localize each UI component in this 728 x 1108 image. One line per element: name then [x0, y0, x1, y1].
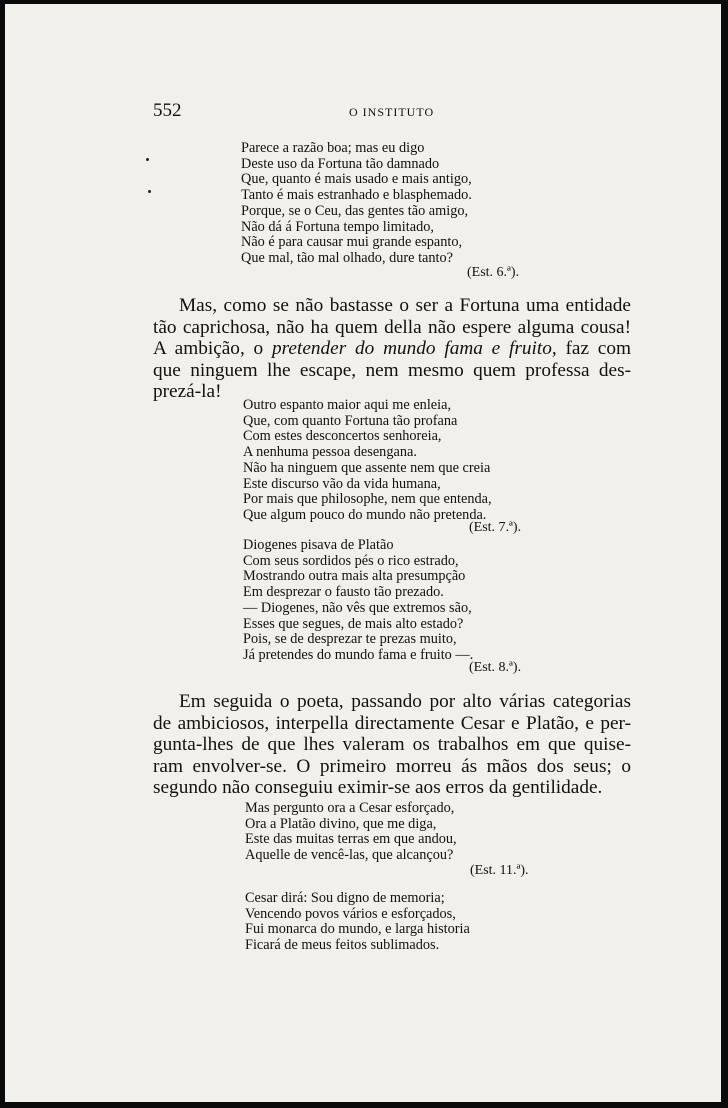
verse-line: Não dá á Fortuna tempo limitado, — [241, 218, 434, 235]
verse-line: Este discurso vão da vida humana, — [243, 475, 441, 492]
verse-line: Já pretendes do mundo fama e fruito —. — [243, 646, 474, 663]
verse-line: Com estes desconcertos senhoreia, — [243, 428, 442, 445]
verse-line: Por mais que philosophe, nem que entenda, — [243, 491, 492, 508]
verse-stanza-5 — [245, 891, 470, 954]
verse-line: Mas pergunto ora a Cesar esforçado, — [245, 800, 455, 816]
verse-line: Diogenes pisava de Platão — [243, 537, 394, 553]
verse-line: Não ha ninguem que assente nem que creia — [243, 459, 491, 476]
stanza-citation: (Est. 7.ª). — [469, 520, 522, 535]
stanza-citation: (Est. 11.ª). — [470, 863, 529, 878]
verse-line: Tanto é mais estranhado e blasphemado. — [241, 187, 472, 204]
verse-line: Em desprezar o fausto tão prezado. — [243, 584, 444, 601]
prose-line: tão caprichosa, não ha quem della não espere alguma cousa! — [153, 316, 631, 338]
prose-text: faz com — [556, 338, 631, 360]
verse-line: Outro espanto maior aqui me enleia, — [243, 397, 452, 413]
book-page — [5, 4, 721, 1102]
verse-stanza-2 — [243, 398, 492, 524]
verse-line: Que, com quanto Fortuna tão profana — [243, 412, 458, 429]
verse-line: Esses que segues, de mais alto estado? — [243, 615, 464, 632]
verse-line: A nenhuma pessoa desengana. — [243, 444, 417, 461]
stanza-citation: (Est. 6.ª). — [467, 265, 520, 280]
prose-line: gunta-lhes de que lhes valeram os trabalhos em que quise- — [153, 734, 631, 756]
verse-line: Pois, se de desprezar te prezas muito, — [243, 631, 457, 648]
verse-line: Ora a Platão divino, que me diga, — [245, 815, 437, 832]
verse-line: Porque, se o Ceu, das gentes tão amigo, — [241, 202, 469, 219]
running-title: O INSTITUTO — [349, 105, 435, 119]
stanza-citation: (Est. 8.ª). — [469, 660, 522, 675]
prose-line: segundo não conseguiu eximir-se aos erros da gentilidade. — [153, 777, 603, 799]
prose-italic: pretender do mundo fama e fruito, — [271, 338, 557, 360]
prose-line: Mas, como se não bastasse o ser a Fortuna uma entidade — [179, 295, 631, 316]
page-number: 552 — [153, 100, 182, 121]
verse-line: Que, quanto é mais usado e mais antigo, — [241, 171, 472, 188]
prose-line: que ninguem lhe escape, nem mesmo quem professa des- — [153, 359, 631, 381]
prose-paragraph-2 — [153, 691, 631, 799]
verse-line: Com seus sordidos pés o rico estrado, — [243, 552, 459, 569]
verse-line: Cesar dirá: Sou digno de memoria; — [245, 890, 445, 906]
prose-line: Em seguida o poeta, passando por alto várias categorias — [179, 691, 631, 712]
verse-line: Fui monarca do mundo, e larga historia — [245, 921, 470, 938]
verse-stanza-3 — [243, 538, 473, 664]
prose-paragraph-1 — [153, 295, 631, 403]
page-header — [153, 100, 593, 124]
verse-line: Deste uso da Fortuna tão damnado — [241, 155, 440, 172]
verse-line: Este das muitas terras em que andou, — [245, 831, 457, 848]
verse-line: Aquelle de vencê-las, que alcançou? — [245, 847, 454, 864]
verse-line: Não é para causar mui grande espanto, — [241, 234, 463, 251]
verse-stanza-1 — [241, 141, 472, 267]
margin-dot — [146, 158, 149, 161]
verse-line: Mostrando outra mais alta presumpção — [243, 568, 466, 585]
prose-line: prezá-la! — [153, 381, 222, 403]
verse-line: — Diogenes, não vês que extremos são, — [243, 599, 472, 616]
prose-line: de ambiciosos, interpella directamente Cesar e Platão, e per- — [153, 712, 631, 734]
verse-line: Parece a razão boa; mas eu digo — [241, 140, 425, 156]
verse-line: Ficará de meus feitos sublimados. — [245, 937, 440, 954]
prose-line — [153, 338, 631, 360]
verse-line: Que mal, tão mal olhado, dure tanto? — [241, 249, 454, 266]
verse-line: Que algum pouco do mundo não pretenda. — [243, 506, 487, 523]
prose-line: ram envolver-se. O primeiro morreu ás mãos dos seus; o — [153, 755, 631, 777]
verse-stanza-4 — [245, 801, 457, 864]
margin-dot — [148, 190, 151, 193]
verse-line: Vencendo povos vários e esforçados, — [245, 905, 456, 922]
prose-text: A ambição, o — [153, 338, 272, 360]
